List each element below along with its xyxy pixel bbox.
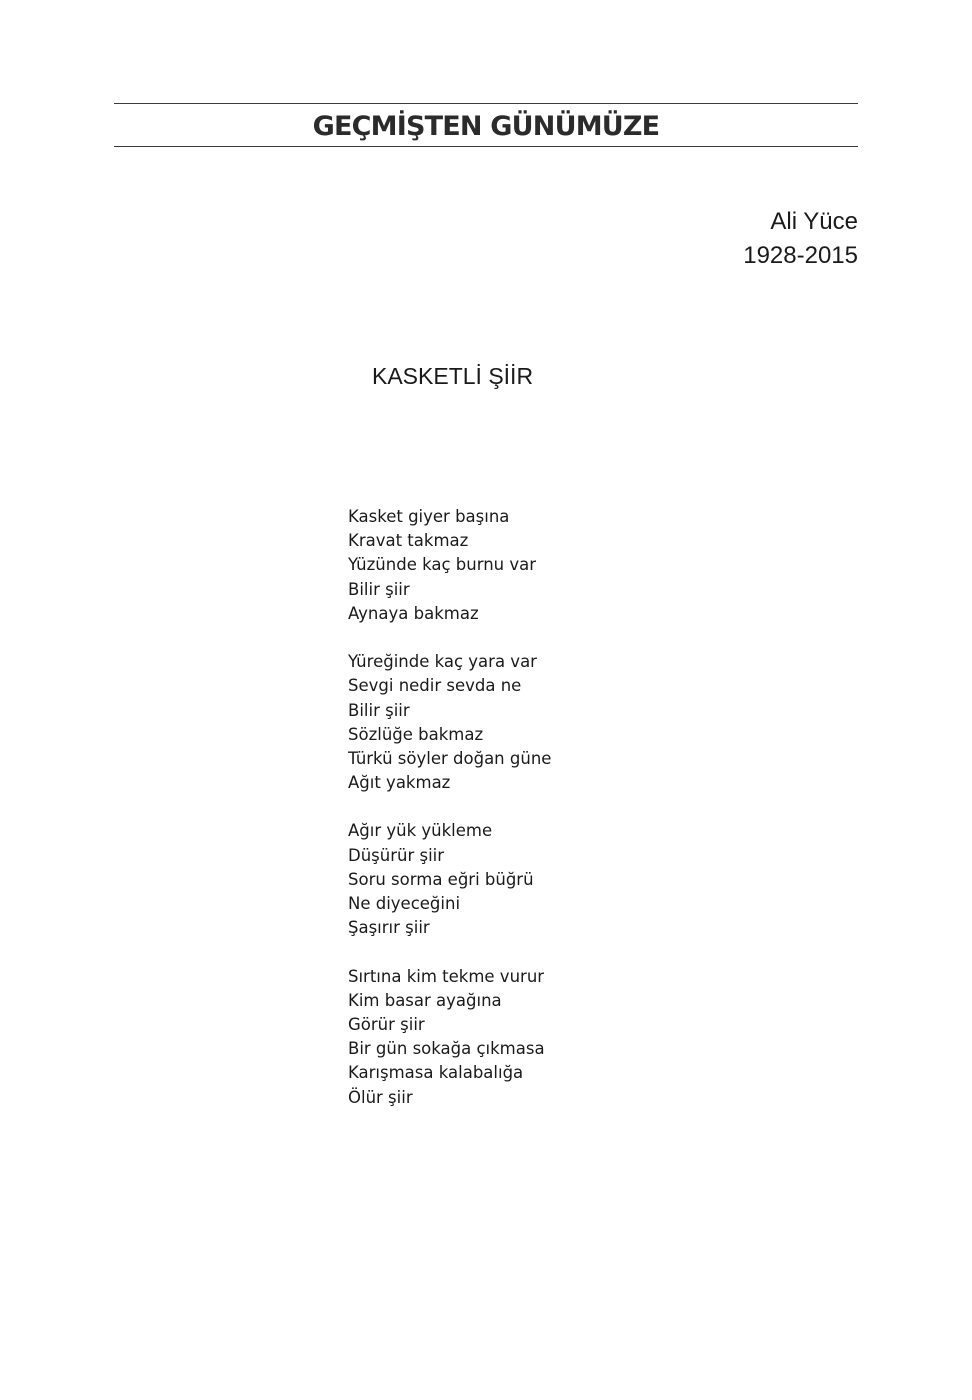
author-years: 1928-2015 [743,242,858,269]
stanza [348,505,551,626]
header-bottom-rule [114,146,858,147]
stanza [348,819,551,940]
poem-line: Ölür şiir [348,1087,413,1107]
poem-line: Kim basar ayağına [348,990,502,1010]
section-title: GEÇMİŞTEN GÜNÜMÜZE [312,111,660,142]
poem-line: Türkü söyler doğan güne [348,748,552,768]
poem-title: KASKETLİ ŞİİR [372,363,534,389]
stanza [348,965,551,1110]
poem-line: Yüreğinde kaç yara var [348,652,537,672]
poem-line: Kravat takmaz [348,531,469,551]
poem-line: Sevgi nedir sevda ne [348,676,522,696]
poem-line: Bilir şiir [348,700,410,720]
poem-line: Karışmasa kalabalığa [348,1063,524,1083]
poem-body [348,505,551,1134]
header-top-rule [114,103,858,104]
poem-line: Kasket giyer başına [348,507,510,526]
poem-line: Ağır yük yükleme [348,821,493,841]
poem-line: Düşürür şiir [348,845,445,865]
stanza [348,650,551,795]
poem-line: Ağıt yakmaz [348,773,451,793]
poem-line: Görür şiir [348,1014,425,1034]
author-name: Ali Yüce [770,208,858,235]
poem-line: Ne diyeceğini [348,894,461,913]
poem-line: Şaşırır şiir [348,918,430,938]
poem-line: Bir gün sokağa çıkmasa [348,1039,545,1059]
author-block [743,205,858,273]
poem-line: Sözlüğe bakmaz [348,724,484,744]
poem-line: Yüzünde kaç burnu var [348,555,537,575]
poem-line: Sırtına kim tekme vurur [348,966,545,986]
poem-line: Bilir şiir [348,579,410,599]
poem-line: Aynaya bakmaz [348,603,479,623]
poem-line: Soru sorma eğri büğrü [348,869,534,889]
